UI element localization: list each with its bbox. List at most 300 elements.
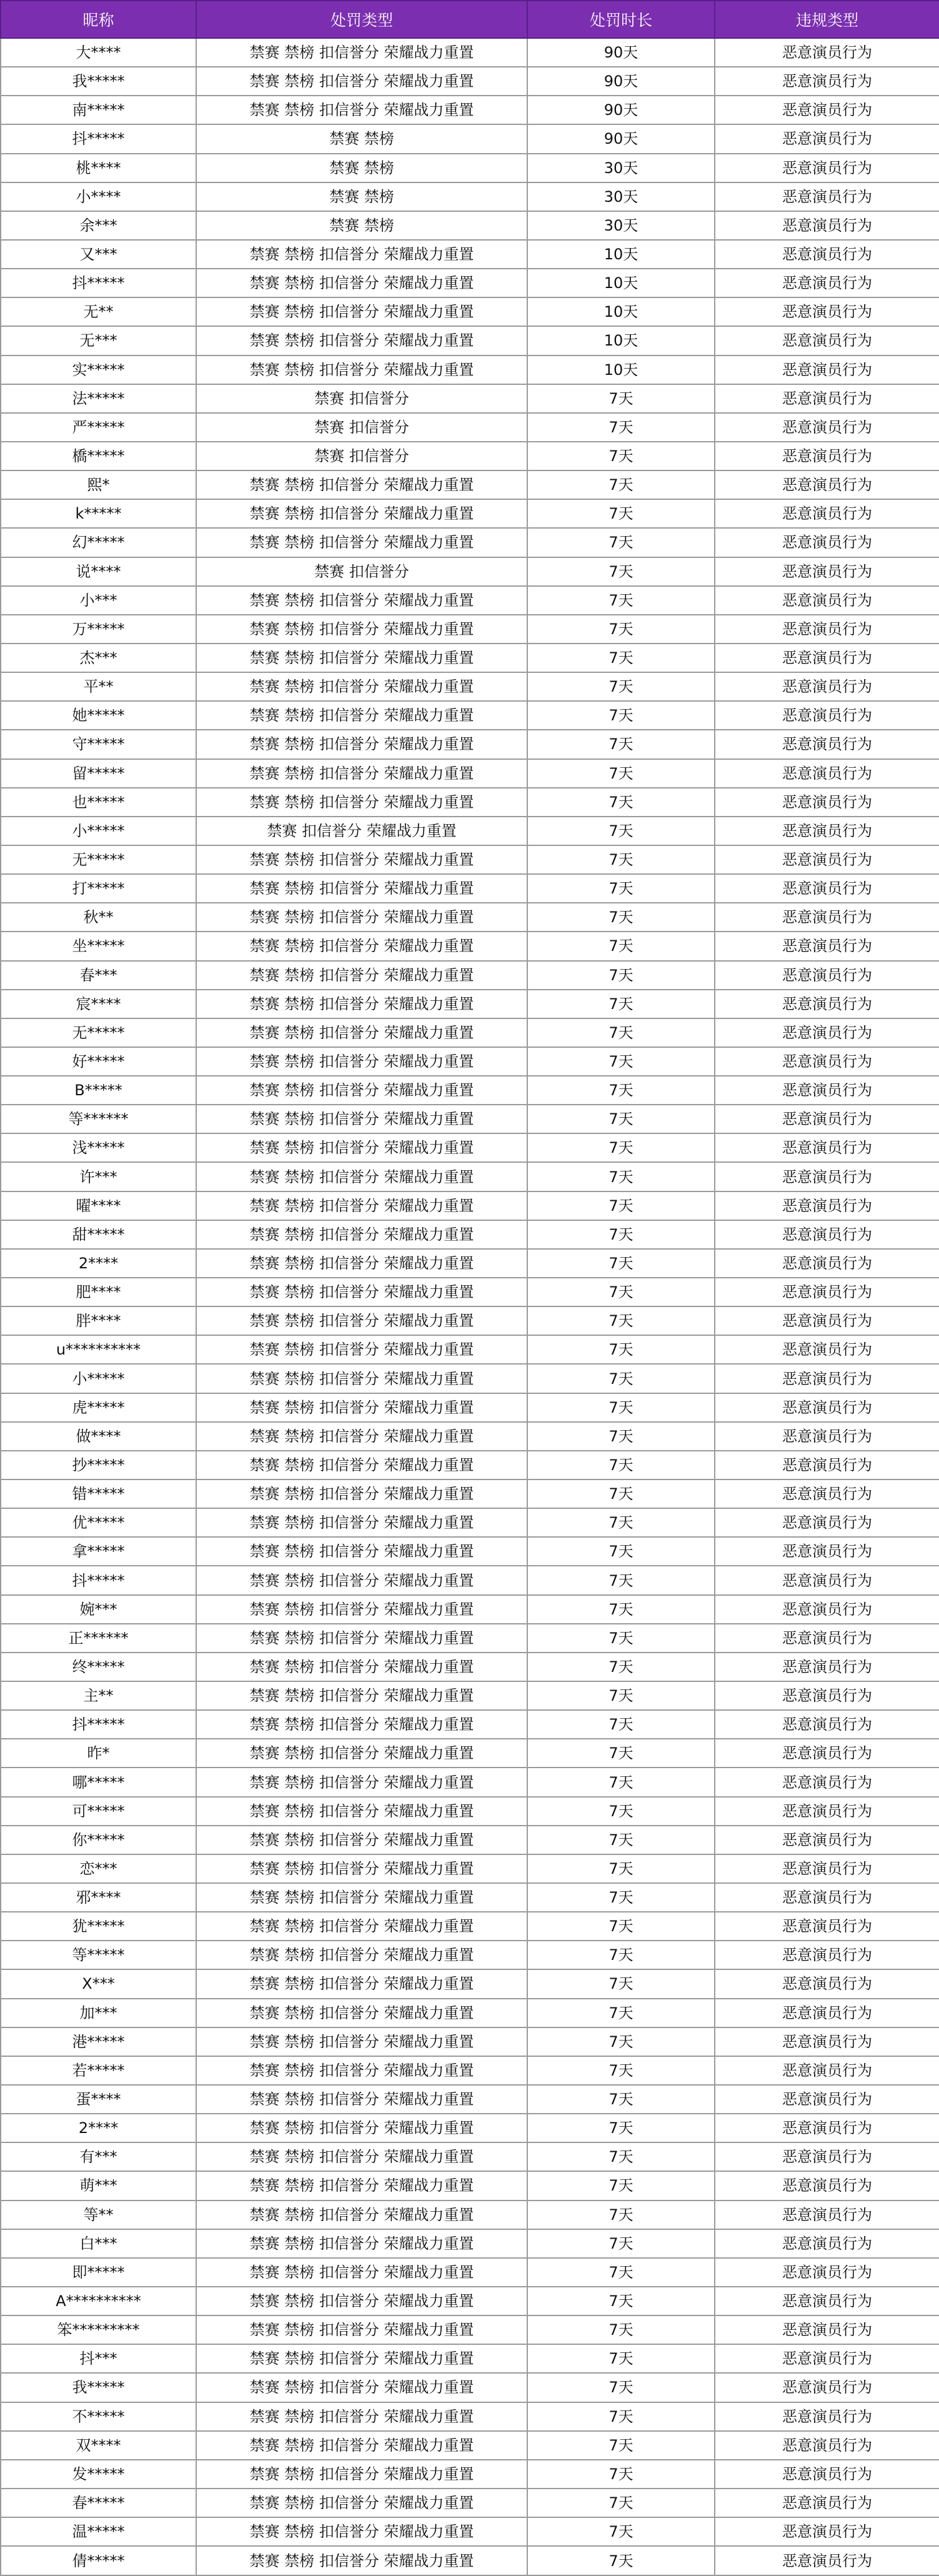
penalty-duration-cell: 7天 bbox=[527, 1566, 715, 1594]
violation-type-cell: 恶意演员行为 bbox=[715, 817, 939, 845]
violation-type-cell: 恶意演员行为 bbox=[715, 470, 939, 499]
nickname-cell: 做**** bbox=[1, 1422, 196, 1451]
penalty-type-cell: 禁赛 禁榜 扣信誉分 荣耀战力重置 bbox=[196, 1826, 527, 1854]
nickname-cell: 橋***** bbox=[1, 442, 196, 470]
table-row bbox=[1, 413, 939, 442]
penalty-duration-cell: 7天 bbox=[527, 1681, 715, 1710]
nickname-cell: 抄***** bbox=[1, 1451, 196, 1479]
penalty-duration-cell: 7天 bbox=[527, 2171, 715, 2200]
violation-type-cell: 恶意演员行为 bbox=[715, 326, 939, 355]
penalty-duration-cell: 7天 bbox=[527, 2114, 715, 2142]
nickname-cell: 杰*** bbox=[1, 644, 196, 672]
violation-type-cell: 恶意演员行为 bbox=[715, 1422, 939, 1451]
penalty-type-cell: 禁赛 禁榜 扣信誉分 荣耀战力重置 bbox=[196, 2201, 527, 2229]
penalty-type-cell: 禁赛 禁榜 扣信誉分 荣耀战力重置 bbox=[196, 269, 527, 297]
penalty-duration-cell: 7天 bbox=[527, 874, 715, 903]
violation-type-cell: 恶意演员行为 bbox=[715, 2431, 939, 2460]
penalty-type-cell: 禁赛 禁榜 扣信誉分 荣耀战力重置 bbox=[196, 644, 527, 672]
nickname-cell: 严***** bbox=[1, 413, 196, 442]
penalty-duration-cell: 7天 bbox=[527, 2460, 715, 2489]
penalty-type-cell: 禁赛 禁榜 扣信誉分 荣耀战力重置 bbox=[196, 240, 527, 269]
nickname-cell: 即***** bbox=[1, 2258, 196, 2287]
penalty-duration-cell: 7天 bbox=[527, 961, 715, 990]
violation-type-cell: 恶意演员行为 bbox=[715, 1739, 939, 1768]
penalty-duration-cell: 7天 bbox=[527, 1393, 715, 1422]
nickname-cell: 无*** bbox=[1, 326, 196, 355]
table-row bbox=[1, 817, 939, 845]
nickname-cell: 实***** bbox=[1, 356, 196, 384]
penalty-duration-cell: 7天 bbox=[527, 990, 715, 1018]
table-row bbox=[1, 1537, 939, 1566]
violation-type-cell: 恶意演员行为 bbox=[715, 67, 939, 96]
nickname-cell: 终***** bbox=[1, 1653, 196, 1681]
penalty-type-cell: 禁赛 禁榜 扣信誉分 荣耀战力重置 bbox=[196, 2229, 527, 2258]
penalty-type-cell: 禁赛 禁榜 扣信誉分 荣耀战力重置 bbox=[196, 615, 527, 644]
penalty-type-cell: 禁赛 禁榜 扣信誉分 荣耀战力重置 bbox=[196, 1595, 527, 1624]
penalty-type-cell: 禁赛 禁榜 扣信誉分 荣耀战力重置 bbox=[196, 1335, 527, 1364]
table-row bbox=[1, 1508, 939, 1537]
penalty-duration-cell: 7天 bbox=[527, 1249, 715, 1278]
penalty-duration-cell: 7天 bbox=[527, 1162, 715, 1191]
nickname-cell: 法***** bbox=[1, 384, 196, 413]
table-row bbox=[1, 1710, 939, 1739]
violation-type-cell: 恶意演员行为 bbox=[715, 2460, 939, 2489]
violation-type-cell: 恶意演员行为 bbox=[715, 2114, 939, 2142]
table-row bbox=[1, 1162, 939, 1191]
violation-type-cell: 恶意演员行为 bbox=[715, 2344, 939, 2373]
penalty-type-cell: 禁赛 禁榜 扣信誉分 荣耀战力重置 bbox=[196, 38, 527, 67]
penalty-duration-cell: 7天 bbox=[527, 615, 715, 644]
table-row bbox=[1, 730, 939, 758]
violation-type-cell: 恶意演员行为 bbox=[715, 1364, 939, 1393]
violation-type-cell: 恶意演员行为 bbox=[715, 932, 939, 960]
table-row bbox=[1, 2258, 939, 2287]
penalty-type-cell: 禁赛 禁榜 扣信誉分 荣耀战力重置 bbox=[196, 1422, 527, 1451]
table-row bbox=[1, 2344, 939, 2373]
penalty-duration-cell: 7天 bbox=[527, 1508, 715, 1537]
penalty-duration-cell: 7天 bbox=[527, 1624, 715, 1653]
table-row bbox=[1, 1941, 939, 1969]
nickname-cell: 白*** bbox=[1, 2229, 196, 2258]
violation-type-cell: 恶意演员行为 bbox=[715, 1681, 939, 1710]
table-row bbox=[1, 211, 939, 240]
violation-type-cell: 恶意演员行为 bbox=[715, 2056, 939, 2085]
penalty-type-cell: 禁赛 禁榜 扣信誉分 荣耀战力重置 bbox=[196, 874, 527, 903]
table-row bbox=[1, 1191, 939, 1220]
penalty-duration-cell: 7天 bbox=[527, 1912, 715, 1941]
penalty-duration-cell: 7天 bbox=[527, 701, 715, 730]
nickname-cell: 大**** bbox=[1, 38, 196, 67]
table-row bbox=[1, 2027, 939, 2056]
violation-type-cell: 恶意演员行为 bbox=[715, 297, 939, 326]
violation-type-cell: 恶意演员行为 bbox=[715, 672, 939, 701]
violation-type-cell: 恶意演员行为 bbox=[715, 1047, 939, 1076]
table-row bbox=[1, 845, 939, 874]
table-row bbox=[1, 326, 939, 355]
violation-type-cell: 恶意演员行为 bbox=[715, 442, 939, 470]
table-row bbox=[1, 557, 939, 586]
table-row bbox=[1, 499, 939, 528]
nickname-cell: 恋*** bbox=[1, 1854, 196, 1883]
table-row bbox=[1, 269, 939, 297]
penalty-type-cell: 禁赛 禁榜 扣信誉分 荣耀战力重置 bbox=[196, 1566, 527, 1594]
nickname-cell: 说**** bbox=[1, 557, 196, 586]
nickname-cell: 等***** bbox=[1, 1941, 196, 1969]
penalty-type-cell: 禁赛 禁榜 扣信誉分 荣耀战力重置 bbox=[196, 67, 527, 96]
penalty-type-cell: 禁赛 禁榜 扣信誉分 荣耀战力重置 bbox=[196, 1479, 527, 1508]
penalty-duration-cell: 7天 bbox=[527, 1797, 715, 1826]
nickname-cell: 小***** bbox=[1, 817, 196, 845]
penalty-duration-cell: 7天 bbox=[527, 1653, 715, 1681]
penalty-duration-cell: 10天 bbox=[527, 269, 715, 297]
penalty-duration-cell: 7天 bbox=[527, 1278, 715, 1306]
nickname-cell: 我***** bbox=[1, 67, 196, 96]
nickname-cell: 秋** bbox=[1, 903, 196, 932]
table-row bbox=[1, 759, 939, 788]
penalty-duration-cell: 7天 bbox=[527, 470, 715, 499]
nickname-cell: 不***** bbox=[1, 2402, 196, 2431]
violation-type-cell: 恶意演员行为 bbox=[715, 1249, 939, 1278]
nickname-cell: 我***** bbox=[1, 2373, 196, 2402]
nickname-cell: 小***** bbox=[1, 1364, 196, 1393]
violation-type-cell: 恶意演员行为 bbox=[715, 2258, 939, 2287]
penalty-duration-cell: 90天 bbox=[527, 96, 715, 124]
table-row bbox=[1, 2402, 939, 2431]
violation-type-cell: 恶意演员行为 bbox=[715, 1451, 939, 1479]
nickname-cell: 无***** bbox=[1, 845, 196, 874]
nickname-cell: 优***** bbox=[1, 1508, 196, 1537]
table-row bbox=[1, 1076, 939, 1105]
table-row bbox=[1, 1133, 939, 1162]
table-row bbox=[1, 470, 939, 499]
penalty-duration-cell: 7天 bbox=[527, 2287, 715, 2315]
penalty-duration-cell: 7天 bbox=[527, 932, 715, 960]
penalty-duration-cell: 7天 bbox=[527, 788, 715, 817]
nickname-cell: u********** bbox=[1, 1335, 196, 1364]
violation-type-cell: 恶意演员行为 bbox=[715, 2517, 939, 2546]
penalty-type-cell: 禁赛 禁榜 扣信誉分 荣耀战力重置 bbox=[196, 2315, 527, 2344]
violation-type-cell: 恶意演员行为 bbox=[715, 730, 939, 758]
table-row bbox=[1, 1335, 939, 1364]
penalty-type-cell: 禁赛 禁榜 扣信誉分 荣耀战力重置 bbox=[196, 2546, 527, 2575]
table-row bbox=[1, 990, 939, 1018]
table-row bbox=[1, 1854, 939, 1883]
penalty-type-cell: 禁赛 禁榜 扣信誉分 荣耀战力重置 bbox=[196, 356, 527, 384]
penalty-duration-cell: 7天 bbox=[527, 2546, 715, 2575]
penalty-type-cell: 禁赛 禁榜 扣信誉分 荣耀战力重置 bbox=[196, 730, 527, 758]
table-row bbox=[1, 1826, 939, 1854]
penalty-type-cell: 禁赛 禁榜 扣信誉分 荣耀战力重置 bbox=[196, 2142, 527, 2171]
penalty-duration-cell: 7天 bbox=[527, 384, 715, 413]
penalty-duration-cell: 7天 bbox=[527, 1710, 715, 1739]
penalty-type-cell: 禁赛 禁榜 扣信誉分 荣耀战力重置 bbox=[196, 2431, 527, 2460]
violation-type-cell: 恶意演员行为 bbox=[715, 2546, 939, 2575]
penalty-duration-cell: 7天 bbox=[527, 644, 715, 672]
penalty-type-cell: 禁赛 禁榜 扣信誉分 荣耀战力重置 bbox=[196, 1364, 527, 1393]
penalty-duration-cell: 7天 bbox=[527, 2258, 715, 2287]
table-row bbox=[1, 1249, 939, 1278]
nickname-cell: 抖***** bbox=[1, 1710, 196, 1739]
violation-type-cell: 恶意演员行为 bbox=[715, 1854, 939, 1883]
penalty-duration-cell: 7天 bbox=[527, 2489, 715, 2517]
penalty-duration-cell: 30天 bbox=[527, 154, 715, 182]
nickname-cell: 抖***** bbox=[1, 269, 196, 297]
penalty-type-cell: 禁赛 禁榜 扣信誉分 荣耀战力重置 bbox=[196, 672, 527, 701]
penalty-duration-cell: 7天 bbox=[527, 2431, 715, 2460]
violation-type-cell: 恶意演员行为 bbox=[715, 1133, 939, 1162]
violation-type-cell: 恶意演员行为 bbox=[715, 874, 939, 903]
violation-type-cell: 恶意演员行为 bbox=[715, 1624, 939, 1653]
penalty-type-cell: 禁赛 禁榜 扣信誉分 荣耀战力重置 bbox=[196, 1133, 527, 1162]
penalty-duration-cell: 7天 bbox=[527, 1969, 715, 1998]
penalty-duration-cell: 7天 bbox=[527, 528, 715, 557]
violation-type-cell: 恶意演员行为 bbox=[715, 182, 939, 211]
penalty-type-cell: 禁赛 禁榜 扣信誉分 荣耀战力重置 bbox=[196, 499, 527, 528]
nickname-cell: 万***** bbox=[1, 615, 196, 644]
nickname-cell: 蛋**** bbox=[1, 2085, 196, 2114]
violation-type-cell: 恶意演员行为 bbox=[715, 1479, 939, 1508]
violation-type-cell: 恶意演员行为 bbox=[715, 1105, 939, 1133]
table-row bbox=[1, 1451, 939, 1479]
violation-type-cell: 恶意演员行为 bbox=[715, 2142, 939, 2171]
penalty-duration-cell: 7天 bbox=[527, 2315, 715, 2344]
nickname-cell: 肥**** bbox=[1, 1278, 196, 1306]
nickname-cell: 昨* bbox=[1, 1739, 196, 1768]
table-row bbox=[1, 182, 939, 211]
nickname-cell: 主** bbox=[1, 1681, 196, 1710]
table-row bbox=[1, 2287, 939, 2315]
penalty-duration-cell: 7天 bbox=[527, 730, 715, 758]
table-row bbox=[1, 2114, 939, 2142]
penalty-type-cell: 禁赛 禁榜 扣信誉分 荣耀战力重置 bbox=[196, 2085, 527, 2114]
table-row bbox=[1, 38, 939, 67]
penalty-type-cell: 禁赛 禁榜 扣信誉分 荣耀战力重置 bbox=[196, 2056, 527, 2085]
penalty-type-cell: 禁赛 禁榜 扣信誉分 荣耀战力重置 bbox=[196, 96, 527, 124]
penalty-duration-cell: 7天 bbox=[527, 1768, 715, 1796]
violation-type-cell: 恶意演员行为 bbox=[715, 1826, 939, 1854]
table-body bbox=[1, 38, 939, 2575]
nickname-cell: 倩***** bbox=[1, 2546, 196, 2575]
penalty-type-cell: 禁赛 禁榜 扣信誉分 荣耀战力重置 bbox=[196, 1278, 527, 1306]
table-row bbox=[1, 124, 939, 153]
violation-type-cell: 恶意演员行为 bbox=[715, 586, 939, 615]
table-row bbox=[1, 644, 939, 672]
nickname-cell: 幻***** bbox=[1, 528, 196, 557]
table-row bbox=[1, 2373, 939, 2402]
table-row bbox=[1, 615, 939, 644]
penalty-duration-cell: 7天 bbox=[527, 2085, 715, 2114]
violation-type-cell: 恶意演员行为 bbox=[715, 2373, 939, 2402]
penalty-duration-cell: 10天 bbox=[527, 240, 715, 269]
penalty-type-cell: 禁赛 禁榜 扣信誉分 荣耀战力重置 bbox=[196, 1047, 527, 1076]
penalty-type-cell: 禁赛 禁榜 扣信誉分 荣耀战力重置 bbox=[196, 1883, 527, 1912]
nickname-cell: 有*** bbox=[1, 2142, 196, 2171]
penalty-type-cell: 禁赛 禁榜 扣信誉分 荣耀战力重置 bbox=[196, 1941, 527, 1969]
table-row bbox=[1, 1768, 939, 1796]
penalty-type-cell: 禁赛 禁榜 扣信誉分 荣耀战力重置 bbox=[196, 1220, 527, 1249]
table-row bbox=[1, 701, 939, 730]
penalty-duration-cell: 7天 bbox=[527, 1105, 715, 1133]
nickname-cell: 抖***** bbox=[1, 1566, 196, 1594]
penalty-type-cell: 禁赛 禁榜 扣信誉分 荣耀战力重置 bbox=[196, 586, 527, 615]
nickname-cell: 守***** bbox=[1, 730, 196, 758]
penalty-duration-cell: 7天 bbox=[527, 845, 715, 874]
penalty-type-cell: 禁赛 禁榜 扣信誉分 荣耀战力重置 bbox=[196, 1018, 527, 1047]
penalty-duration-cell: 7天 bbox=[527, 586, 715, 615]
violation-type-cell: 恶意演员行为 bbox=[715, 759, 939, 788]
table-row bbox=[1, 1018, 939, 1047]
table-row bbox=[1, 1105, 939, 1133]
penalty-duration-cell: 90天 bbox=[527, 67, 715, 96]
table-row bbox=[1, 2056, 939, 2085]
penalty-duration-cell: 7天 bbox=[527, 1220, 715, 1249]
penalty-duration-cell: 7天 bbox=[527, 1076, 715, 1105]
table-row bbox=[1, 2431, 939, 2460]
penalty-duration-cell: 7天 bbox=[527, 1047, 715, 1076]
violation-type-cell: 恶意演员行为 bbox=[715, 413, 939, 442]
penalty-type-cell: 禁赛 禁榜 扣信誉分 荣耀战力重置 bbox=[196, 2517, 527, 2546]
violation-type-cell: 恶意演员行为 bbox=[715, 1710, 939, 1739]
table-row bbox=[1, 1364, 939, 1393]
violation-type-cell: 恶意演员行为 bbox=[715, 1278, 939, 1306]
penalty-type-cell: 禁赛 禁榜 扣信誉分 荣耀战力重置 bbox=[196, 2287, 527, 2315]
penalty-type-cell: 禁赛 禁榜 扣信誉分 荣耀战力重置 bbox=[196, 1624, 527, 1653]
nickname-cell: 好***** bbox=[1, 1047, 196, 1076]
nickname-cell: 你***** bbox=[1, 1826, 196, 1854]
violation-type-cell: 恶意演员行为 bbox=[715, 990, 939, 1018]
penalty-type-cell: 禁赛 禁榜 扣信誉分 荣耀战力重置 bbox=[196, 2171, 527, 2200]
penalty-type-cell: 禁赛 禁榜 扣信誉分 荣耀战力重置 bbox=[196, 903, 527, 932]
penalty-type-cell: 禁赛 禁榜 bbox=[196, 211, 527, 240]
penalty-duration-cell: 7天 bbox=[527, 1941, 715, 1969]
violation-type-cell: 恶意演员行为 bbox=[715, 1912, 939, 1941]
table-row bbox=[1, 2171, 939, 2200]
penalty-type-cell: 禁赛 禁榜 扣信誉分 荣耀战力重置 bbox=[196, 1854, 527, 1883]
table-row bbox=[1, 788, 939, 817]
nickname-cell: A********** bbox=[1, 2287, 196, 2315]
penalty-type-cell: 禁赛 禁榜 扣信誉分 荣耀战力重置 bbox=[196, 1076, 527, 1105]
penalty-type-cell: 禁赛 禁榜 扣信誉分 荣耀战力重置 bbox=[196, 1191, 527, 1220]
violation-type-cell: 恶意演员行为 bbox=[715, 1797, 939, 1826]
violation-type-cell: 恶意演员行为 bbox=[715, 96, 939, 124]
penalty-duration-cell: 7天 bbox=[527, 1306, 715, 1335]
penalty-type-cell: 禁赛 禁榜 扣信誉分 荣耀战力重置 bbox=[196, 2027, 527, 2056]
table-row bbox=[1, 154, 939, 182]
table-row bbox=[1, 874, 939, 903]
nickname-cell: 等****** bbox=[1, 1105, 196, 1133]
nickname-cell: 双**** bbox=[1, 2431, 196, 2460]
violation-type-cell: 恶意演员行为 bbox=[715, 1191, 939, 1220]
table-row bbox=[1, 1681, 939, 1710]
violation-type-cell: 恶意演员行为 bbox=[715, 557, 939, 586]
nickname-cell: 坐***** bbox=[1, 932, 196, 960]
nickname-cell: 曜**** bbox=[1, 1191, 196, 1220]
penalty-type-cell: 禁赛 禁榜 扣信誉分 荣耀战力重置 bbox=[196, 2344, 527, 2373]
penalty-duration-cell: 7天 bbox=[527, 759, 715, 788]
table-row bbox=[1, 1797, 939, 1826]
nickname-cell: 若***** bbox=[1, 2056, 196, 2085]
violation-type-cell: 恶意演员行为 bbox=[715, 788, 939, 817]
violation-type-cell: 恶意演员行为 bbox=[715, 499, 939, 528]
nickname-cell: 余*** bbox=[1, 211, 196, 240]
nickname-cell: 春*** bbox=[1, 961, 196, 990]
violation-type-cell: 恶意演员行为 bbox=[715, 1393, 939, 1422]
penalty-duration-cell: 30天 bbox=[527, 211, 715, 240]
penalty-duration-cell: 7天 bbox=[527, 1854, 715, 1883]
penalty-type-cell: 禁赛 禁榜 扣信誉分 荣耀战力重置 bbox=[196, 1162, 527, 1191]
violation-type-cell: 恶意演员行为 bbox=[715, 1941, 939, 1969]
nickname-cell: 宸**** bbox=[1, 990, 196, 1018]
violation-type-cell: 恶意演员行为 bbox=[715, 644, 939, 672]
penalty-type-cell: 禁赛 禁榜 扣信誉分 荣耀战力重置 bbox=[196, 1537, 527, 1566]
nickname-cell: 邪**** bbox=[1, 1883, 196, 1912]
penalty-type-cell: 禁赛 禁榜 扣信誉分 荣耀战力重置 bbox=[196, 759, 527, 788]
nickname-cell: 错***** bbox=[1, 1479, 196, 1508]
table-row bbox=[1, 1566, 939, 1594]
violation-type-cell: 恶意演员行为 bbox=[715, 961, 939, 990]
nickname-cell: 等** bbox=[1, 2201, 196, 2229]
nickname-cell: 哪***** bbox=[1, 1768, 196, 1796]
nickname-cell: 可***** bbox=[1, 1797, 196, 1826]
penalty-duration-cell: 10天 bbox=[527, 297, 715, 326]
violation-type-cell: 恶意演员行为 bbox=[715, 2201, 939, 2229]
table-row bbox=[1, 903, 939, 932]
penalty-duration-cell: 7天 bbox=[527, 672, 715, 701]
penalty-type-cell: 禁赛 禁榜 bbox=[196, 154, 527, 182]
penalty-type-cell: 禁赛 禁榜 扣信誉分 荣耀战力重置 bbox=[196, 932, 527, 960]
table-row bbox=[1, 384, 939, 413]
table-row bbox=[1, 2546, 939, 2575]
penalty-duration-cell: 7天 bbox=[527, 2373, 715, 2402]
table-row bbox=[1, 672, 939, 701]
nickname-cell: 无** bbox=[1, 297, 196, 326]
violation-type-cell: 恶意演员行为 bbox=[715, 211, 939, 240]
nickname-cell: 正****** bbox=[1, 1624, 196, 1653]
violation-type-cell: 恶意演员行为 bbox=[715, 1220, 939, 1249]
penalty-duration-cell: 7天 bbox=[527, 2142, 715, 2171]
penalty-type-cell: 禁赛 禁榜 扣信誉分 荣耀战力重置 bbox=[196, 1249, 527, 1278]
table-row bbox=[1, 1653, 939, 1681]
penalty-duration-cell: 7天 bbox=[527, 1537, 715, 1566]
table-row bbox=[1, 932, 939, 960]
penalty-duration-cell: 7天 bbox=[527, 1191, 715, 1220]
table-row bbox=[1, 1624, 939, 1653]
violation-type-cell: 恶意演员行为 bbox=[715, 2171, 939, 2200]
violation-type-cell: 恶意演员行为 bbox=[715, 2402, 939, 2431]
table-row bbox=[1, 67, 939, 96]
nickname-cell: 熙* bbox=[1, 470, 196, 499]
table-row bbox=[1, 240, 939, 269]
penalty-duration-cell: 7天 bbox=[527, 2517, 715, 2546]
penalty-type-cell: 禁赛 禁榜 扣信誉分 荣耀战力重置 bbox=[196, 297, 527, 326]
penalty-duration-cell: 7天 bbox=[527, 1826, 715, 1854]
violation-type-cell: 恶意演员行为 bbox=[715, 1537, 939, 1566]
penalty-duration-cell: 10天 bbox=[527, 326, 715, 355]
penalty-duration-cell: 10天 bbox=[527, 356, 715, 384]
nickname-cell: 加*** bbox=[1, 1999, 196, 2027]
penalty-type-cell: 禁赛 禁榜 bbox=[196, 124, 527, 153]
table-row bbox=[1, 2142, 939, 2171]
violation-type-cell: 恶意演员行为 bbox=[715, 356, 939, 384]
table-row bbox=[1, 2460, 939, 2489]
violation-type-cell: 恶意演员行为 bbox=[715, 2085, 939, 2114]
penalty-duration-cell: 7天 bbox=[527, 442, 715, 470]
table-row bbox=[1, 586, 939, 615]
violation-type-cell: 恶意演员行为 bbox=[715, 845, 939, 874]
penalty-duration-cell: 7天 bbox=[527, 1479, 715, 1508]
penalty-type-cell: 禁赛 禁榜 扣信誉分 荣耀战力重置 bbox=[196, 845, 527, 874]
violation-type-cell: 恶意演员行为 bbox=[715, 1883, 939, 1912]
